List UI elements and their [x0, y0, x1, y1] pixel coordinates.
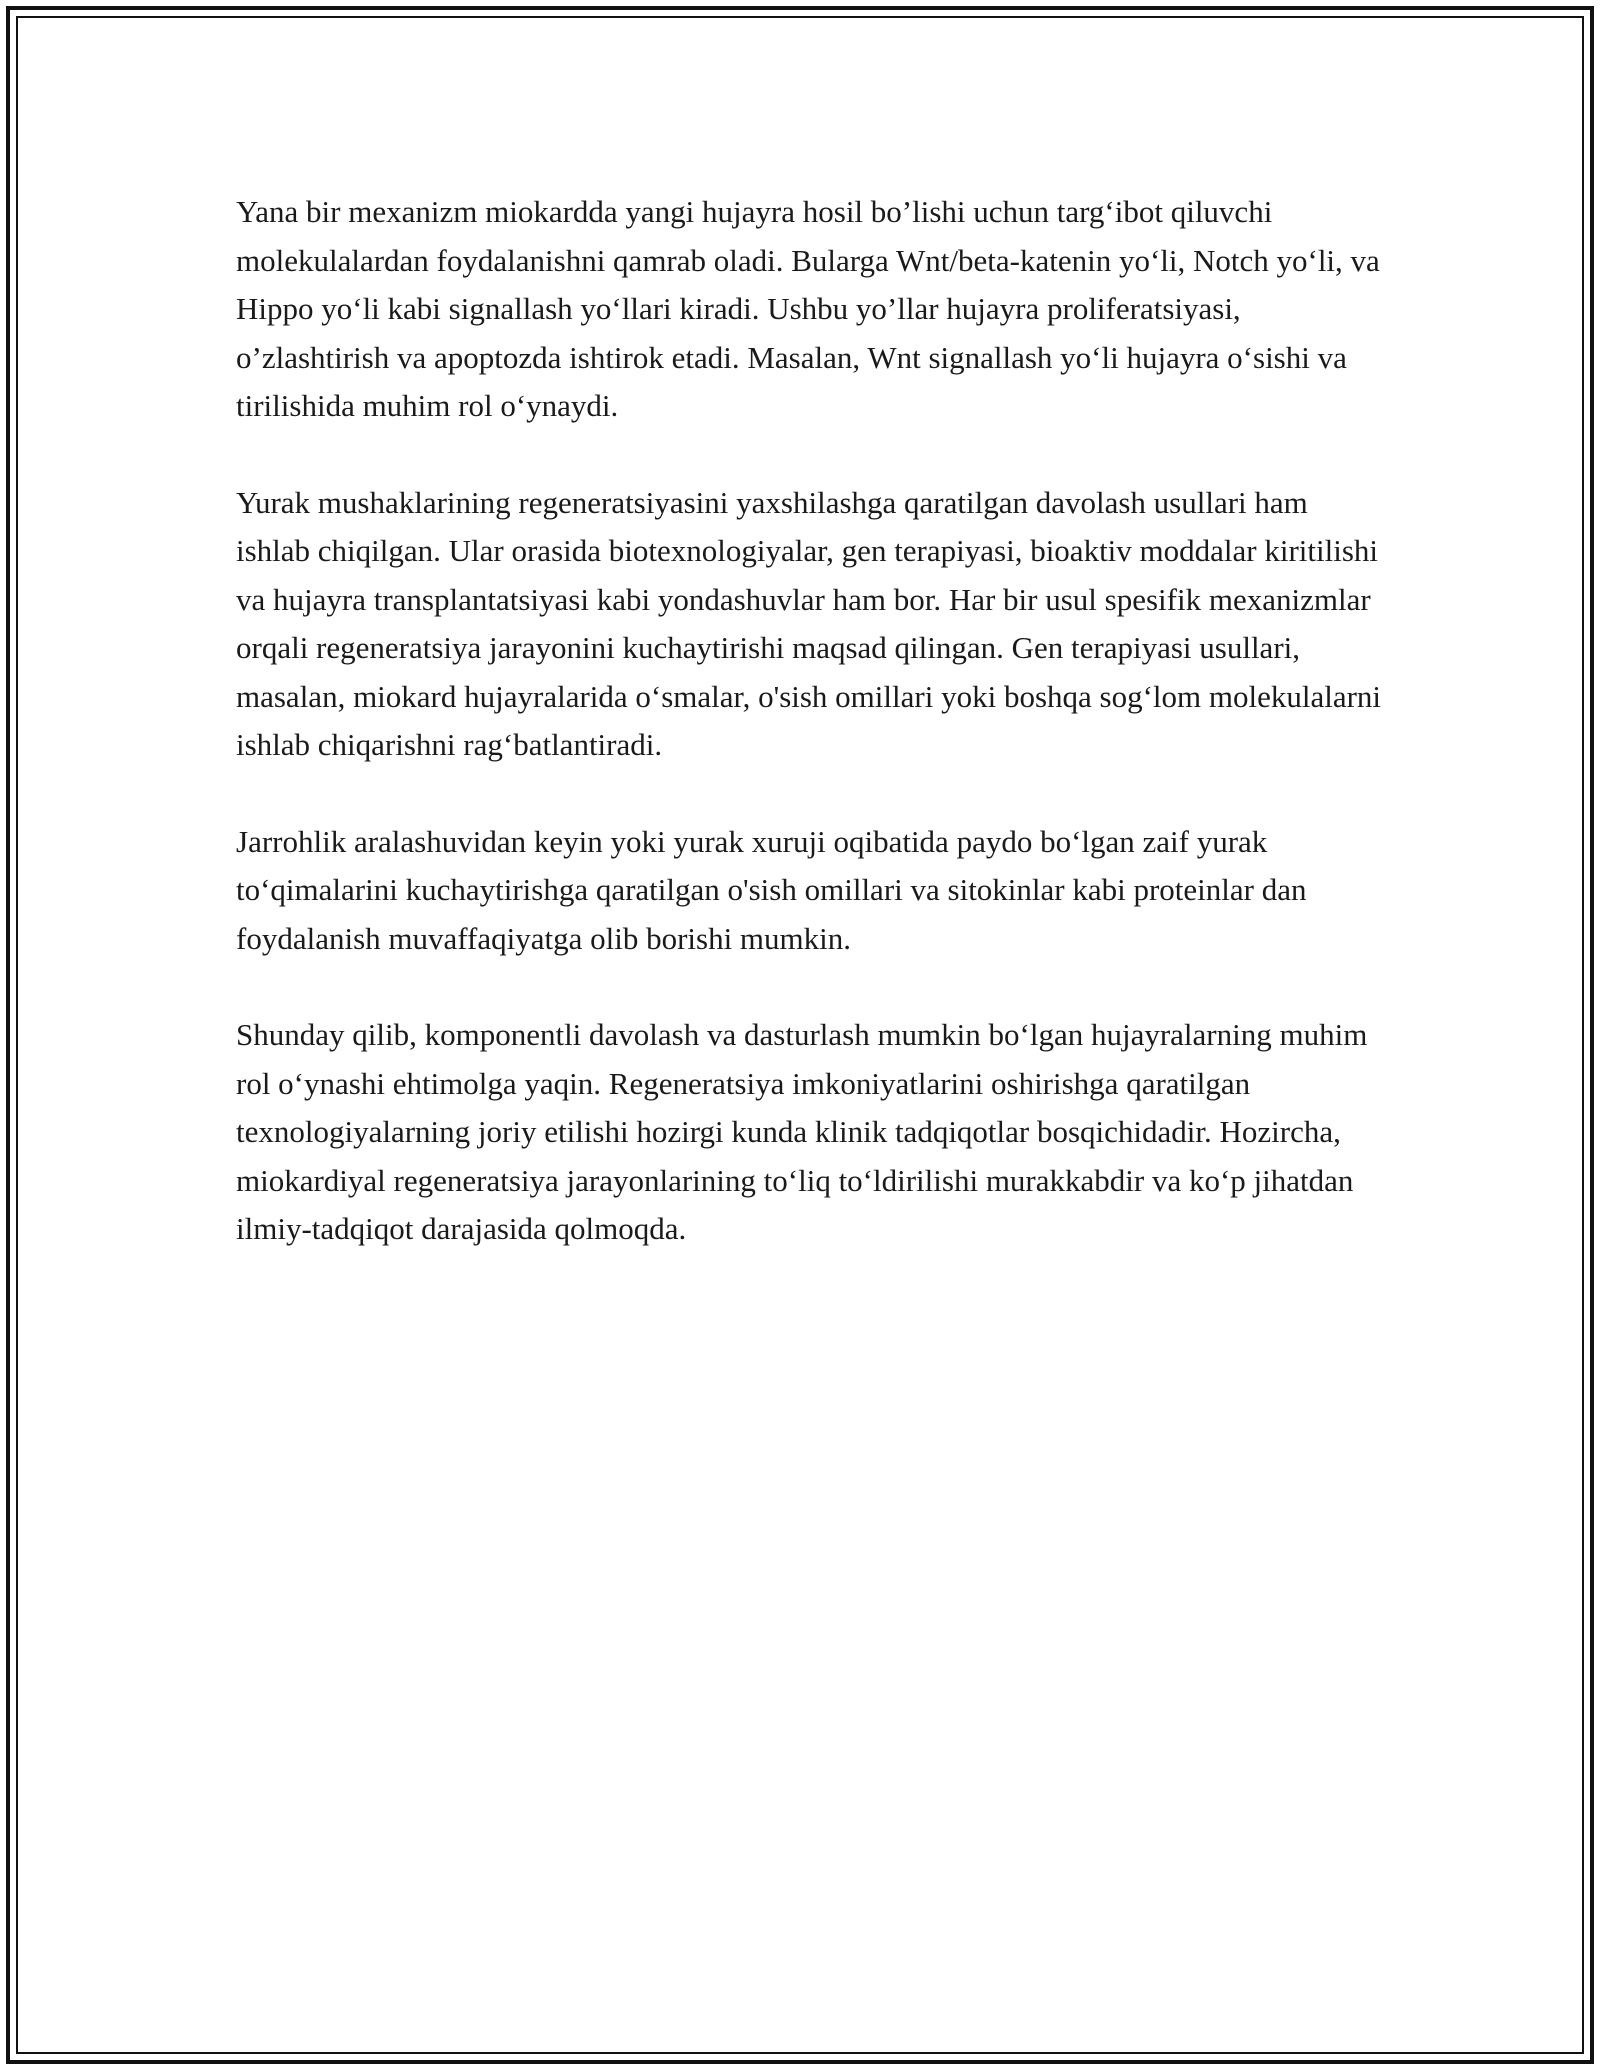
paragraph-4: Shunday qilib, komponentli davolash va dasturlash mumkin bo‘lgan hujayralarning muhim rol o‘ynashi ehtimolga yaqin. Regeneratsiya imkoniyatlarini oshirishga qaratilgan texnologiyalarning joriy etilishi hozirgi kunda klinik tadqiqotlar bosqichidadir. Hozircha, miokardiyal regeneratsiya jarayonlarining to‘liq to‘ldirilishi murakkabdir va ko‘p jihatdan ilmiy-tadqiqot darajasida qolmoqda. — [236, 1017, 1368, 1246]
paragraph-1: Yana bir mexanizm miokardda yangi hujayra hosil bo’lishi uchun targ‘ibot qiluvchi molekulalardan foydalanishni qamrab oladi. Bularga Wnt/beta-katenin yo‘li, Notch yo‘li, va Hippo yo‘li kabi signallash yo‘llari kiradi. Ushbu yo’llar hujayra proliferatsiyasi, o’zlashtirish va apoptozda ishtirok etadi. Masalan, Wnt signallash yo‘li hujayra o‘sishi va tirilishida muhim rol o‘ynaydi. — [236, 194, 1380, 423]
document-body — [236, 188, 1386, 1302]
paragraph-2: Yurak mushaklarining regeneratsiyasini yaxshilashga qaratilgan davolash usullari ham ishlab chiqilgan. Ular orasida biotexnologiyalar, gen terapiyasi, bioaktiv moddalar kiritilishi va hujayra transplantatsiyasi kabi yondashuvlar ham bor. Har bir usul spesifik mexanizmlar orqali regeneratsiya jarayonini kuchaytirishi maqsad qilingan. Gen terapiyasi usullari, masalan, miokard hujayralarida o‘smalar, o'sish omillari yoki boshqa sog‘lom molekulalarni ishlab chiqarishni rag‘batlantiradi. — [236, 484, 1382, 762]
paragraph-3: Jarrohlik aralashuvidan keyin yoki yurak xuruji oqibatida paydo bo‘lgan zaif yurak to‘qimalarini kuchaytirishga qaratilgan o'sish omillari va sitokinlar kabi proteinlar dan foydalanish muvaffaqiyatga olib borishi mumkin. — [236, 823, 1307, 956]
